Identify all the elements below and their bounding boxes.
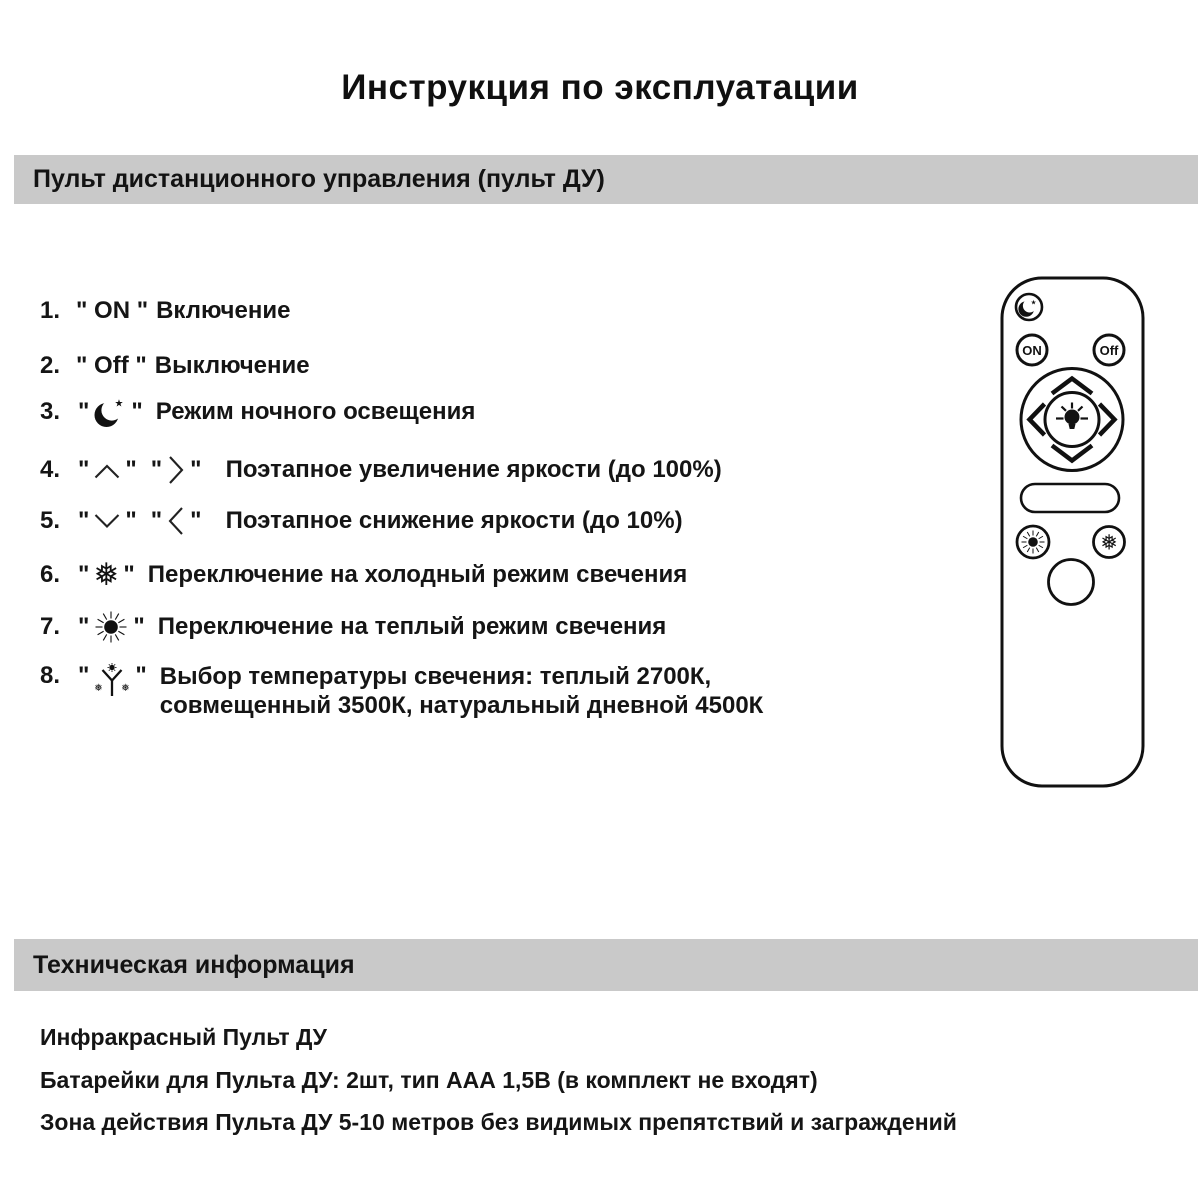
item-number: 6. bbox=[40, 561, 61, 588]
quote-mark: " bbox=[123, 561, 135, 588]
quote-mark: " bbox=[135, 662, 147, 689]
instruction-item-6 bbox=[40, 556, 687, 594]
instruction-item-5 bbox=[40, 502, 683, 540]
instruction-item-2 bbox=[40, 347, 310, 385]
instruction-item-4 bbox=[40, 451, 722, 489]
svg-text:★: ★ bbox=[114, 398, 124, 410]
quote-mark: " bbox=[125, 456, 137, 483]
item-label-line-1: Выбор температуры свечения: теплый 2700К, bbox=[159, 663, 712, 690]
svg-text:ON: ON bbox=[1022, 343, 1042, 358]
snowflake-icon: ❅ bbox=[93, 556, 120, 593]
instruction-item-7 bbox=[40, 608, 666, 646]
item-number: 7. bbox=[40, 613, 61, 640]
item-number: 1. bbox=[40, 297, 61, 324]
section-header-tech bbox=[14, 939, 1198, 991]
quote-mark: " bbox=[190, 456, 202, 483]
star-icon: ★ bbox=[1030, 298, 1037, 307]
section-header-remote bbox=[14, 155, 1198, 204]
tech-info-line-3: Зона действия Пульта ДУ 5-10 метров без видимых препятствий и заграждений bbox=[40, 1108, 957, 1135]
chevron-up-icon bbox=[93, 458, 121, 482]
instruction-item-8 bbox=[40, 662, 763, 720]
svg-text:❅: ❅ bbox=[94, 683, 104, 694]
svg-text:❅: ❅ bbox=[121, 683, 131, 694]
item-label: Выключение bbox=[154, 352, 310, 379]
quote-mark: " bbox=[131, 398, 143, 425]
instruction-item-3 bbox=[40, 393, 475, 431]
remote-warm-button bbox=[1017, 526, 1049, 558]
quote-mark: " bbox=[78, 398, 90, 425]
snowflake-icon: ❅ bbox=[1100, 530, 1118, 555]
item-label: Поэтапное увеличение яркости (до 100%) bbox=[225, 456, 722, 483]
page-title: Инструкция по эксплуатации bbox=[341, 68, 859, 107]
temperature-select-icon bbox=[93, 662, 131, 700]
item-number: 5. bbox=[40, 507, 61, 534]
quote-mark: " bbox=[125, 507, 137, 534]
quote-mark: " bbox=[78, 507, 90, 534]
tech-info-line-1: Инфракрасный Пульт ДУ bbox=[40, 1023, 327, 1050]
quote-mark: " bbox=[78, 662, 90, 689]
item-number: 8. bbox=[40, 662, 61, 689]
chevron-left-icon bbox=[166, 505, 186, 537]
item-label: Переключение на теплый режим свечения bbox=[157, 613, 667, 640]
quote-mark: " bbox=[78, 613, 90, 640]
quote-mark: " bbox=[190, 507, 202, 534]
quote-mark: " bbox=[150, 456, 163, 483]
remote-pill-button bbox=[1021, 484, 1119, 512]
item-label: Поэтапное снижение яркости (до 10%) bbox=[225, 507, 683, 534]
tech-info-line-2: Батарейки для Пульта ДУ: 2шт, тип ААА 1,5В (в комплект не входят) bbox=[40, 1066, 818, 1093]
quote-mark: " bbox=[78, 561, 90, 588]
item-label-line-2: совмещенный 3500К, натуральный дневной 4500К bbox=[159, 692, 764, 719]
item-label: Включение bbox=[156, 297, 291, 324]
remote-illustration bbox=[1000, 276, 1145, 788]
item-number: 4. bbox=[40, 456, 61, 483]
item-number: 3. bbox=[40, 398, 61, 425]
svg-text:Off: Off bbox=[1099, 343, 1119, 358]
off-token: " Off " bbox=[76, 352, 147, 379]
chevron-right-icon bbox=[166, 454, 186, 486]
section-header-tech-label: Техническая информация bbox=[33, 950, 355, 979]
item-number: 2. bbox=[40, 352, 61, 379]
chevron-down-icon bbox=[93, 509, 121, 533]
item-label: Переключение на холодный режим свечения bbox=[147, 561, 688, 588]
item-label: Режим ночного освещения bbox=[155, 398, 476, 425]
item-label bbox=[160, 662, 764, 720]
on-token: " ON " bbox=[76, 297, 149, 324]
quote-mark: " bbox=[150, 507, 163, 534]
moon-star-icon bbox=[93, 394, 127, 430]
section-header-remote-label: Пульт дистанционного управления (пульт ДУ) bbox=[33, 165, 605, 193]
instruction-item-1 bbox=[40, 292, 290, 330]
quote-mark: " bbox=[78, 456, 90, 483]
warm-sun-icon bbox=[93, 609, 129, 645]
quote-mark: " bbox=[133, 613, 145, 640]
